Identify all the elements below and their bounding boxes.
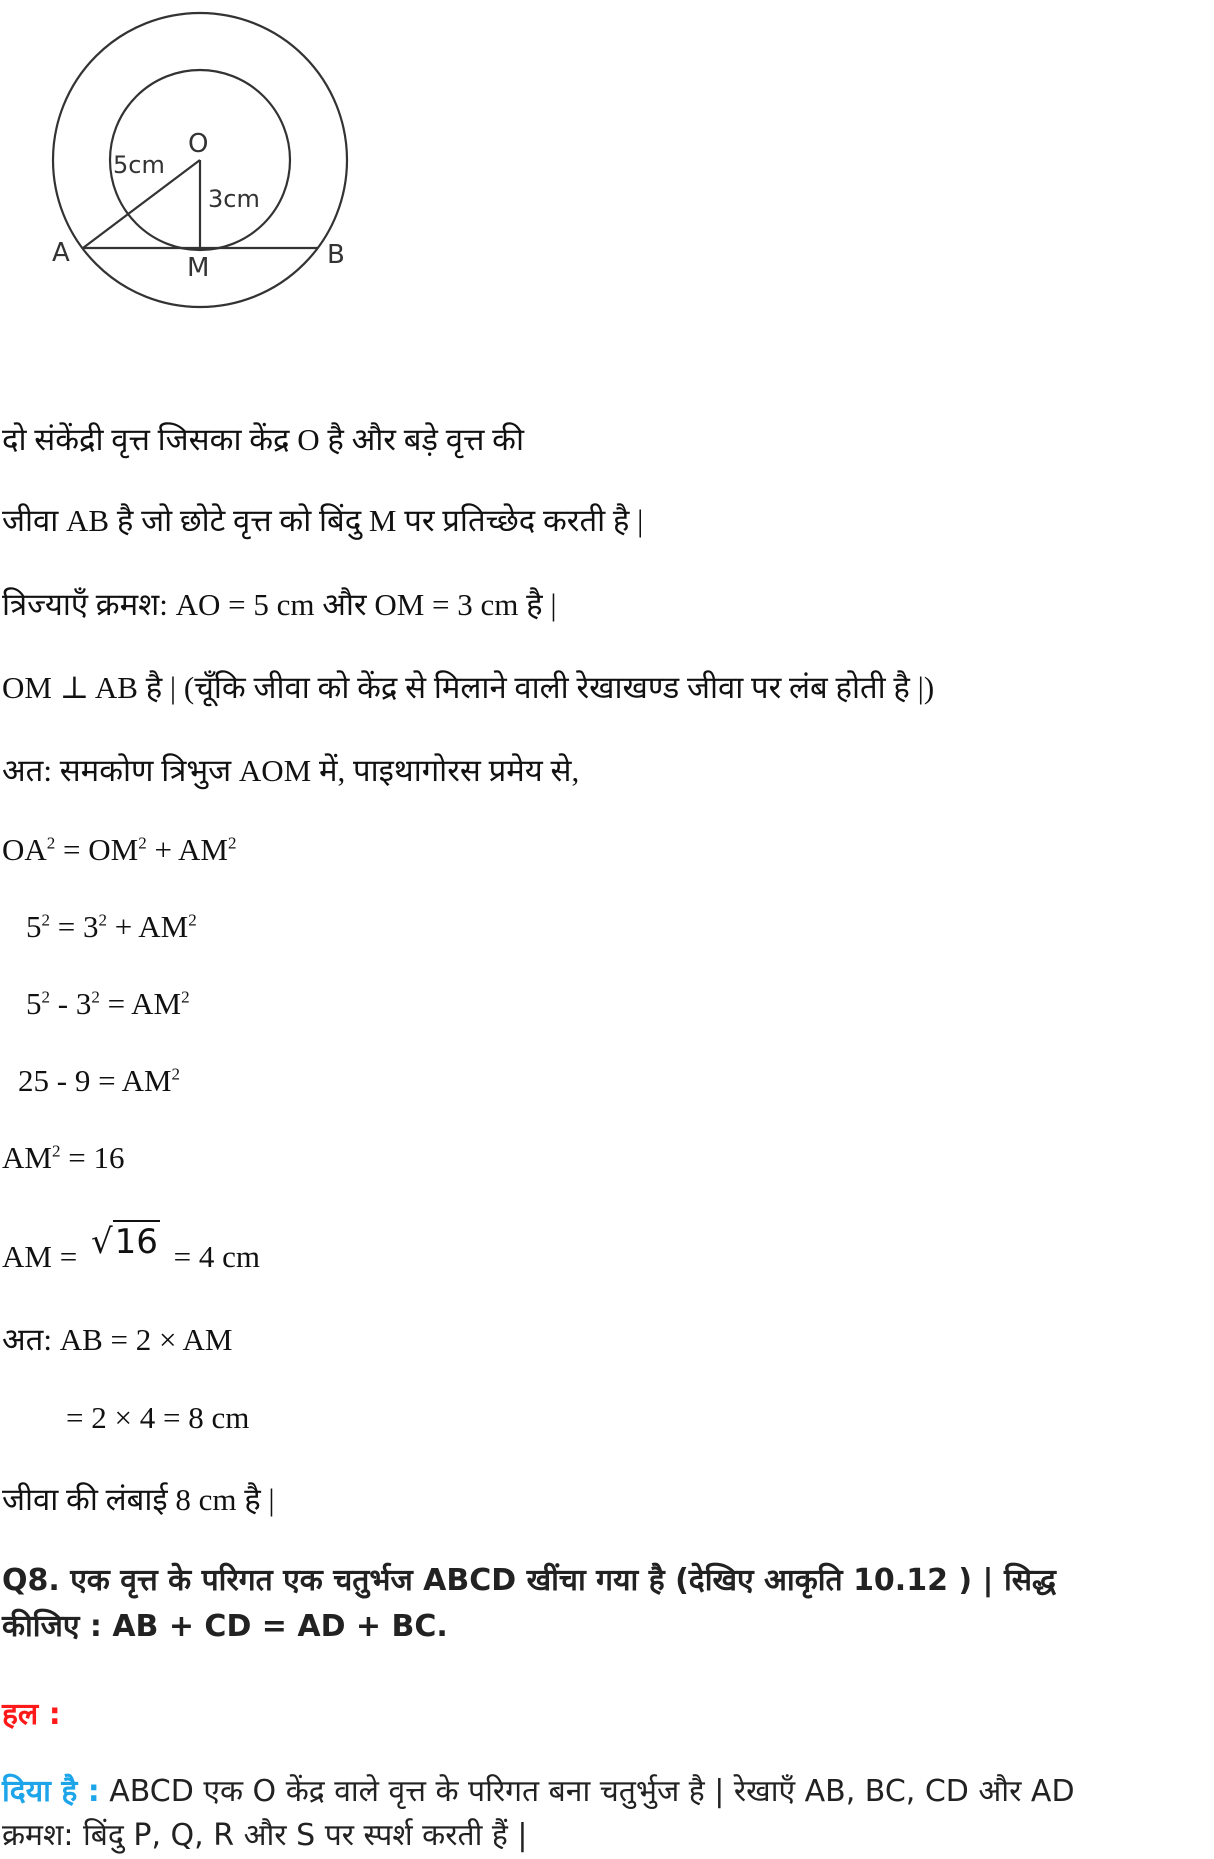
given-line-2: क्रमश: बिंदु P, Q, R और S पर स्पर्श करती हैं | [2, 1818, 528, 1853]
equation-7: अत: AB = 2 × AM [2, 1322, 233, 1357]
text-line-5: अत: समकोण त्रिभुज AOM में, पाइथागोरस प्रमेय से, [2, 753, 580, 788]
concentric-circles-figure [40, 0, 380, 320]
equation-2: $5^2 = 3^2 + AM^2$ [26, 909, 197, 944]
conclusion-line: जीवा की लंबाई 8 cm है | [2, 1482, 275, 1517]
given-statement [2, 1770, 1214, 1858]
equation-5: $AM^2 = 16$ [2, 1140, 125, 1175]
label-b: B [327, 240, 345, 270]
label-a: A [52, 238, 70, 268]
text-line-1: दो संकेंद्री वृत्त जिसका केंद्र O है और बड़े वृत्त की [2, 422, 525, 457]
text-line-3: त्रिज्याएँ क्रमश: AO = 5 cm और OM = 3 cm है | [2, 587, 557, 622]
question-q8 [2, 1558, 1214, 1650]
equation-8: = 2 × 4 = 8 cm [66, 1400, 250, 1435]
label-ao: 5cm [113, 151, 165, 179]
text-line-4: OM ⊥ AB है | (चूँकि जीवा को केंद्र से मिलाने वाली रेखाखण्ड जीवा पर लंब होती है |) [2, 670, 935, 705]
given-line-1: दिया है : ABCD एक O केंद्र वाले वृत्त के परिगत बना चतुर्भुज है | रेखाएँ AB, BC, CD और AD [2, 1774, 1075, 1809]
equation-6: AM = √16 = 4 cm [2, 1222, 260, 1274]
solution-label: हल : [2, 1697, 61, 1732]
square-root-sign: √16 [90, 1222, 158, 1262]
question-line-2: कीजिए : AB + CD = AD + BC. [2, 1609, 448, 1644]
label-om: 3cm [208, 185, 260, 213]
equation-3: $5^2 - 3^2 = AM^2$ [26, 986, 190, 1021]
text-line-2: जीवा AB है जो छोटे वृत्त को बिंदु M पर प्रतिच्छेद करती है | [2, 503, 644, 538]
question-line-1: Q8. एक वृत्त के परिगत एक चतुर्भज ABCD खींचा गया है (देखिए आकृति 10.12 ) | सिद्ध [2, 1563, 1056, 1598]
given-label: दिया है : [2, 1774, 100, 1809]
label-m: M [187, 253, 210, 283]
equation-4: $25 - 9 = AM^2$ [18, 1063, 181, 1098]
equation-1: $OA^2 = OM^2 + AM^2$ [2, 832, 237, 867]
label-o: O [188, 129, 209, 159]
